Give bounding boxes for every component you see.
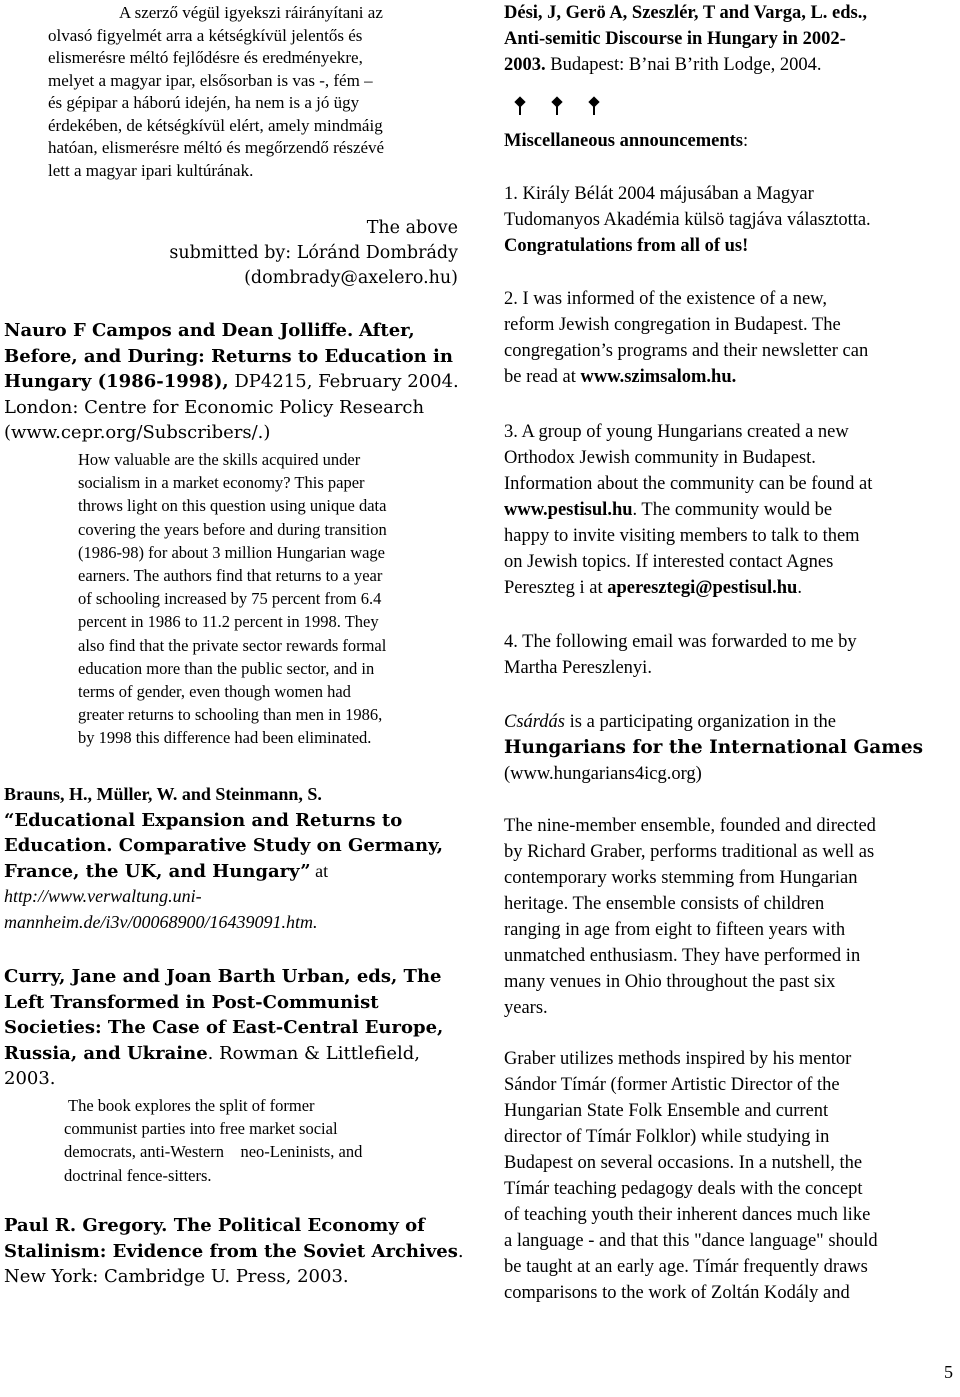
abstract-line: percent in 1986 to 11.2 percent in 1998. They [78,612,379,632]
abstract-line: socialism in a market economy? This paper [78,473,365,493]
paragraph-line: Graber utilizes methods inspired by his mentor [504,1049,852,1069]
abstract-line: The book explores the split of former [68,1096,315,1115]
abstract-line: doctrinal fence-sitters. [64,1165,212,1185]
announcement-text: Pereszteg i at [504,578,608,598]
graber-paragraph [504,1046,956,1306]
ref-title: Education. Comparative Study on Germany, [4,835,444,856]
paragraph-line: comparisons to the work of Zoltán Kodály and [504,1283,850,1303]
diamond-bullet-icon [551,98,562,109]
ensemble-paragraph [504,813,956,1021]
announcement-line: Martha Pereszlenyi. [504,658,652,678]
reference-curry [4,964,466,1092]
section-divider-ornament [514,98,599,109]
abstract-curry [64,1094,466,1187]
misc-announcements-heading [504,128,956,154]
abstract-line: by 1998 this difference had been eliminated. [78,728,372,748]
ref-details: at [310,860,329,881]
paragraph-line: of teaching youth their inherent dances much like [504,1205,871,1225]
ref-url: mannheim.de/i3v/00068900/16439091.htm. [4,911,318,932]
intro-line: melyet a magyar ipar, elsősorban is vas -, fém – [48,70,373,90]
ref-title: Russia, and Ukraine [4,1042,208,1064]
ref-title: Left Transformed in Post-Communist [4,991,379,1013]
announcement-3 [504,419,956,601]
announcement-line: happy to invite visiting members to talk to them [504,526,860,546]
diamond-bullet-icon [588,98,599,109]
reference-desi [504,0,956,78]
diamond-bullet-icon [514,98,525,109]
paragraph-line: The nine-member ensemble, founded and directed [504,816,876,836]
abstract-line: terms of gender, even though women had [78,682,351,702]
ref-authors: Dési, J, Gerö A, Szeszlér, T and Varga, L. eds., [504,3,867,23]
reference-brauns [4,782,466,935]
announcement-2 [504,286,956,390]
paragraph-line: director of Tímár Folklor) while studying in [504,1127,830,1147]
intro-line: hatóan, elismerésre méltó és megőrzendő részévé [48,138,385,157]
ref-publisher: New York: Cambridge U. Press, 2003. [4,1266,349,1287]
paragraph-line: Hungarian State Folk Ensemble and current [504,1101,829,1121]
ref-title: After, [358,320,415,341]
announcement-text: . [797,578,802,598]
ref-details: Budapest: B’nai B’rith Lodge, 2004. [545,55,822,75]
ref-year: 2003. [4,1068,56,1089]
intro-line: lett a magyar ipari kultúrának. [48,160,254,180]
abstract-line: of schooling increased by 75 percent from 6.4 [78,589,382,609]
reference-gregory [4,1213,466,1290]
paragraph-line: Sándor Tímár (former Artistic Director of the [504,1075,840,1095]
paragraph-line: unmatched enthusiasm. They have performed in [504,946,861,966]
intro-line: érdekében, de kétségkívül elért, amely mindmáig [48,115,383,135]
intro-line: elismerésre méltó fejlődésre és eredményekre, [48,48,363,67]
announcement-line: Orthodox Jewish community in Budapest. [504,448,816,468]
abstract-line: greater returns to schooling than men in 1986, [78,705,383,725]
intro-line: és gépipar a háború idején, ha nem is a jó ügy [48,93,360,112]
ref-title: France, the UK, and Hungary” [4,860,311,882]
announcement-1 [504,181,956,259]
intro-line: A szerző végül igyekszi ráirányítani az [119,3,383,22]
announcement-text: . The community would be [632,500,833,520]
announcement-line: congregation’s programs and their newsletter can [504,341,869,361]
announcement-line: on Jewish topics. If interested contact Agnes [504,552,834,572]
abstract-line: communist parties into free market social [64,1119,338,1139]
signature-email: (dombrady@axelero.hu) [244,268,458,288]
signature-line: The above [366,218,458,238]
ref-publisher: London: Centre for Economic Policy Research [4,396,425,418]
ref-authors: Nauro F Campos and Dean Jolliffe. [4,320,354,341]
reference-campos [4,318,466,446]
announcement-line: Tudomanyos Akadémia külsö tagjáva választotta. [504,210,871,230]
games-name: Hungarians for the International Games [504,737,924,758]
paragraph-line: contemporary works stemming from Hungarian [504,868,858,888]
announcement-congrats: Congratulations from all of us! [504,236,749,256]
page-number: 5 [944,1362,953,1382]
ref-title: Hungary (1986-1998), [4,371,229,392]
paragraph-line: Budapest on several occasions. In a nutshell, the [504,1153,863,1173]
heading-colon: : [742,131,749,151]
ref-title: Curry, Jane and Joan Barth Urban, eds, The [4,966,442,987]
abstract-line: democrats, anti-Western neo-Leninists, and [64,1142,363,1162]
paragraph-line: by Richard Graber, performs traditional as well as [504,842,875,862]
paragraph-line: a language - and that this "dance language" should [504,1231,878,1251]
ref-title: Anti-semitic Discourse in Hungary in 2002- [504,29,846,49]
announcement-line: 3. A group of young Hungarians created a new [504,422,849,442]
ref-authors: Brauns, H., Müller, W. and Steinmann, S. [4,784,322,804]
abstract-campos [78,448,466,750]
ref-details: DP4215, February 2004. [234,371,459,392]
ref-url: http://www.verwaltung.uni- [4,886,202,906]
announcement-line: 2. I was informed of the existence of a new, [504,289,827,309]
intro-line: olvasó figyelmét arra a kétségkívül jelentős és [48,25,363,45]
paragraph-line: Tímár teaching pedagogy deals with the concept [504,1179,863,1199]
announcement-line: reform Jewish congregation in Budapest. The [504,315,841,335]
abstract-line: throws light on this question using unique data [78,496,387,516]
announcement-line: Information about the community can be found at [504,474,873,494]
ref-details: . [457,1240,464,1262]
announcement-line: 4. The following email was forwarded to me by [504,632,857,652]
ref-url: (www.cepr.org/Subscribers/.) [4,422,271,443]
ref-title: 2003. [504,55,546,75]
ref-title: “Educational Expansion and Returns to [4,809,403,831]
abstract-line: also find that the private sector rewards formal [78,635,387,655]
abstract-line: earners. The authors find that returns to a year [78,566,383,586]
paragraph-line: ranging in age from eight to fifteen years with [504,920,846,940]
submission-signature [4,216,458,291]
paragraph-line: heritage. The ensemble consists of children [504,894,825,914]
ref-title: Paul R. Gregory. The Political Economy of [4,1215,425,1236]
announcement-text: be read at [504,367,581,387]
paragraph-line: years. [504,998,548,1018]
abstract-line: covering the years before and during transition [78,519,387,539]
abstract-line: education more than the public sector, and in [78,658,375,678]
heading-text: Miscellaneous announcements [504,131,743,151]
announcement-url: www.szimsalom.hu. [580,367,737,387]
abstract-line: How valuable are the skills acquired under [78,450,361,469]
ref-title: Stalinism: Evidence from the Soviet Archives [4,1240,458,1262]
games-url: (www.hungarians4icg.org) [504,764,702,784]
signature-line: submitted by: Lóránd Dombrády [169,243,458,263]
ref-title: Societies: The Case of East-Central Europe, [4,1017,444,1038]
announcement-line: 1. Király Bélát 2004 májusában a Magyar [504,184,814,204]
ref-details: . Rowman & Littlefield, [207,1042,420,1064]
hungarian-intro-paragraph [4,2,466,182]
announcement-url: www.pestisul.hu [504,500,633,520]
csardas-name: Csárdás [504,712,566,732]
abstract-line: (1986-98) for about 3 million Hungarian wage [78,542,386,562]
csardas-text: is a participating organization in the [565,712,836,732]
paragraph-line: be taught at an early age. Tímár frequently draws [504,1257,868,1277]
announcement-email: aperesztegi@pestisul.hu [607,578,798,598]
csardas-paragraph [504,709,956,787]
announcement-4 [504,629,956,681]
ref-title: Before, and During: Returns to Education in [4,345,453,367]
paragraph-line: many venues in Ohio throughout the past six [504,972,836,992]
